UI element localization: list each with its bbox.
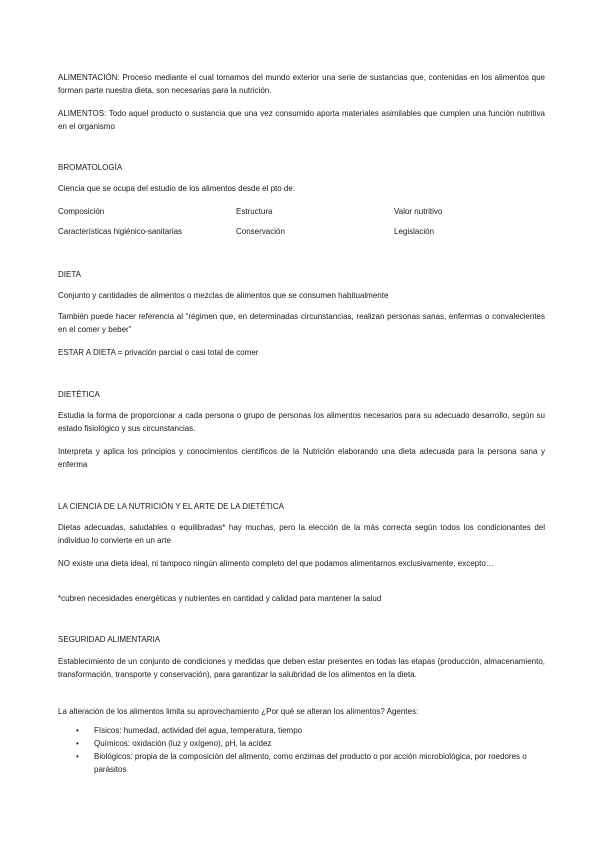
dieta-paragraph-2: También puede hacer referencia al “régimen que, en determinadas circunstancias, realizan personas sanas, enfermas o convalecientes en el comer y beber” [58, 312, 545, 334]
list-item [58, 750, 545, 776]
ciencia-heading: LA CIENCIA DE LA NUTRICIÓN Y EL ARTE DE LA DIETÉTICA [58, 502, 284, 511]
grid-item-estructura: Estructura [236, 207, 273, 216]
alimentacion-paragraph: ALIMENTACIÓN: Proceso mediante el cual tomamos del mundo exterior una serie de sustancias que, contenidas en los alimentos que forman parte nuestra dieta, son necesarias para la nutrición. [58, 73, 545, 95]
seguridad-paragraph-1: Establecimiento de un conjunto de condiciones y medidas que deben estar presentes en todas las etapas (producción, almacenamiento, transformación, transporte y conservación), para garantizar la salubridad de los alimentos en la dieta. [58, 657, 545, 679]
bromatologia-intro: Ciencia que se ocupa del estudio de los alimentos desde el pto de: [58, 184, 296, 193]
dietetica-paragraph-2: Interpreta y aplica los principios y conocimientos científicos de la Nutrición elaborando una dieta adecuada para la persona sana y enferma [58, 447, 545, 469]
bullet-icon: • [76, 726, 79, 735]
ciencia-paragraph-3: *cubren necesidades energéticas y nutrientes en cantidad y calidad para mantener la salud [58, 594, 382, 603]
list-item [58, 737, 545, 750]
seguridad-heading: SEGURIDAD ALIMENTARIA [58, 635, 161, 644]
agentes-list [58, 724, 545, 776]
bullet-icon: • [76, 752, 79, 761]
list-item-text: Físicos: humedad, actividad del agua, temperatura, tiempo [94, 726, 303, 735]
grid-item-composicion: Composición [58, 207, 105, 216]
list-item-text: Biológicos: propia de la composición del alimento, como enzimas del producto o por acción microbiológica, por roedores o parásitos [94, 752, 527, 774]
grid-item-valor-nutritivo: Valor nutritivo [394, 207, 443, 216]
dietetica-heading: DIETÉTICA [58, 390, 100, 399]
grid-item-conservacion: Conservación [236, 227, 285, 236]
alimentos-paragraph: ALIMENTOS: Todo aquel producto o sustancia que una vez consumido aporta materiales asimilables que cumplen una función nutritiva en el organismo [58, 109, 545, 131]
seguridad-paragraph-2: La alteración de los alimentos limita su aprovechamiento ¿Por qué se alteran los alimentos? Agentes: [58, 707, 419, 716]
grid-item-legislacion: Legislación [394, 227, 435, 236]
dieta-paragraph-1: Conjunto y cantidades de alimentos o mezclas de alimentos que se consumen habitualmente [58, 291, 389, 300]
dieta-heading: DIETA [58, 270, 81, 279]
list-item [58, 724, 545, 737]
ciencia-paragraph-2: NO existe una dieta ideal, ni tampoco ningún alimento completo del que podamos alimentarnos exclusivamente, excepto… [58, 559, 494, 568]
bullet-icon: • [76, 739, 79, 748]
dieta-paragraph-3: ESTAR A DIETA = privación parcial o casi total de comer [58, 348, 259, 357]
bromatologia-heading: BROMATOLOGÍA [58, 163, 123, 172]
list-item-text: Químicos: oxidación (luz y oxígeno), pH, la acidez [94, 739, 272, 748]
grid-item-caracteristicas: Características higiénico-sanitarias [58, 227, 183, 236]
ciencia-paragraph-1: Dietas adecuadas, saludables o equilibradas* hay muchas, pero la elección de la más correcta según todos los condicionantes del individuo lo convierte en un arte [58, 523, 545, 545]
dietetica-paragraph-1: Estudia la forma de proporcionar a cada persona o grupo de personas los alimentos necesarios para su adecuado desarrollo, según su estado fisiológico y sus circunstancias. [58, 411, 545, 433]
